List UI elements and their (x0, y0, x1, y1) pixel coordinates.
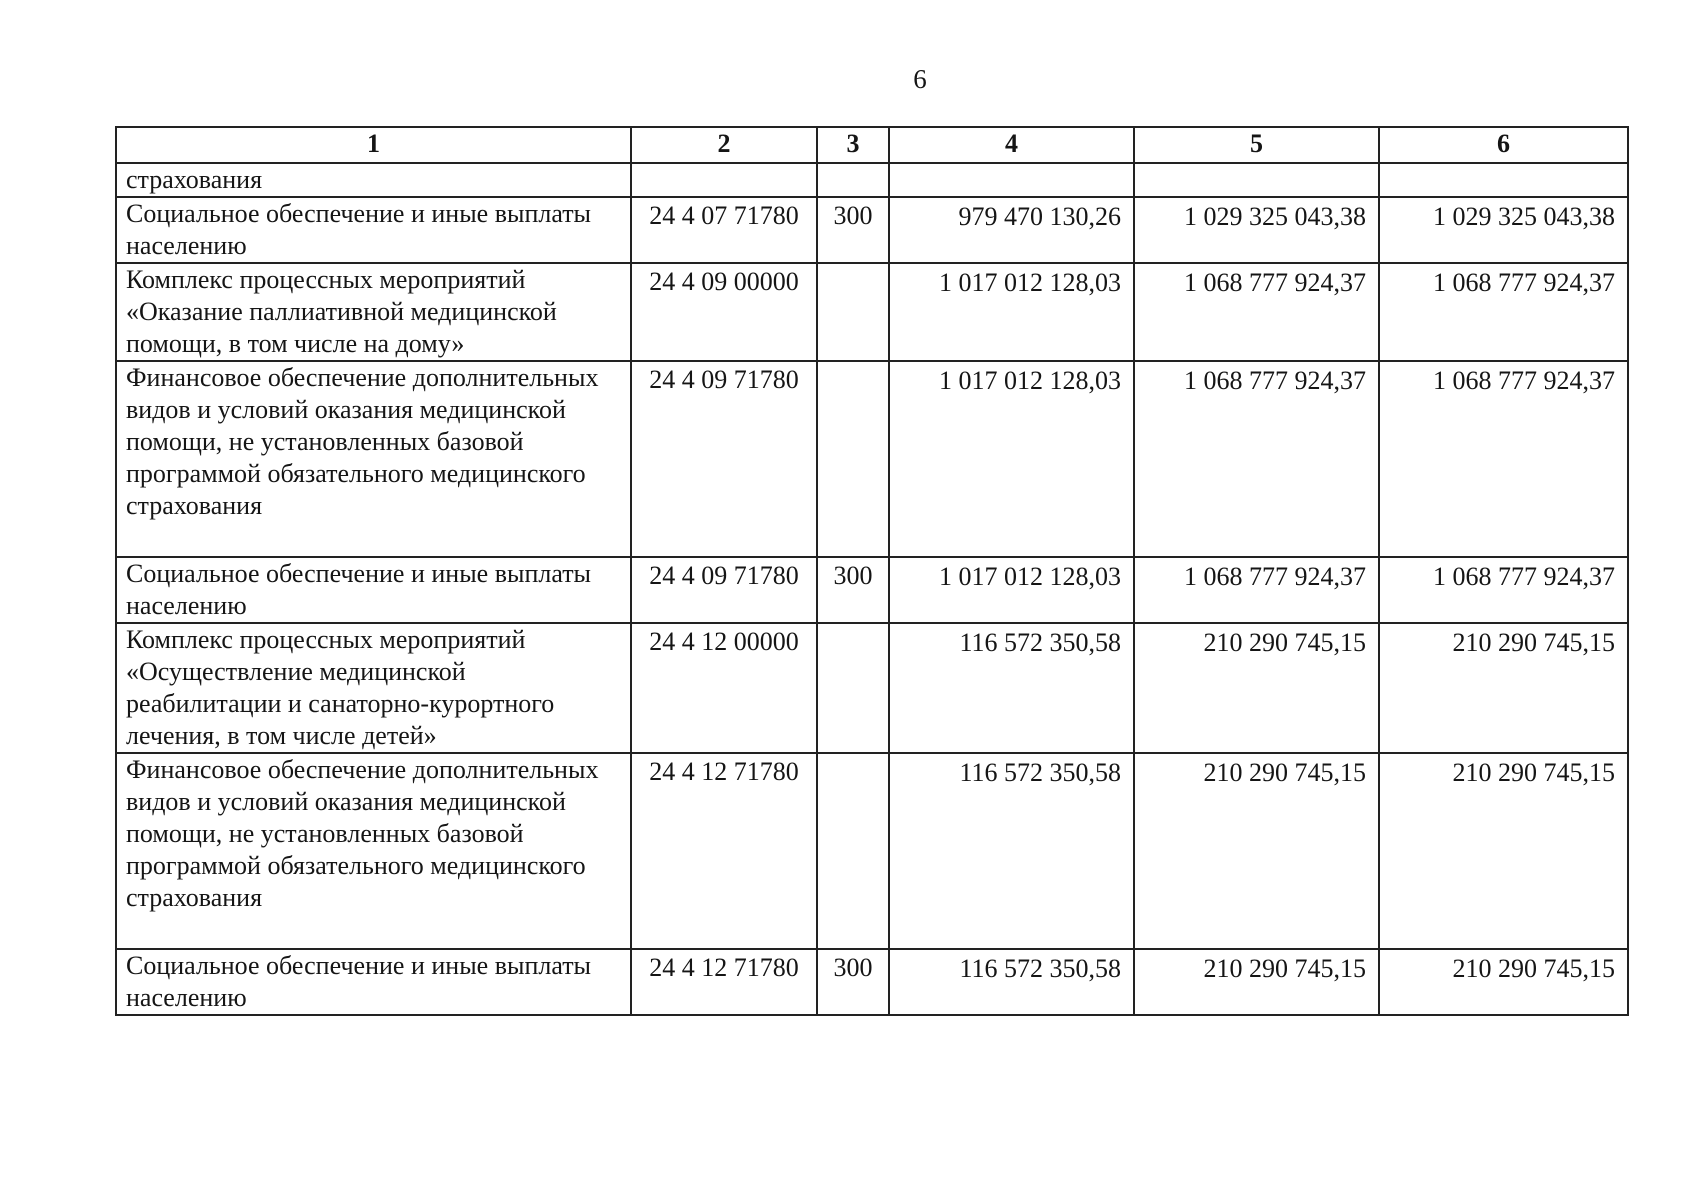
row-amount-col4: 1 017 012 128,03 (889, 361, 1134, 557)
column-header-4: 4 (889, 127, 1134, 163)
row-code (631, 163, 817, 197)
row-amount-col5 (1134, 163, 1379, 197)
row-code: 24 4 12 00000 (631, 623, 817, 753)
row-type (817, 263, 889, 361)
row-amount-col5: 1 068 777 924,37 (1134, 557, 1379, 623)
row-name: Социальное обеспечение и иные выплаты населению (116, 557, 631, 623)
row-amount-col5: 210 290 745,15 (1134, 753, 1379, 949)
row-amount-col4: 116 572 350,58 (889, 753, 1134, 949)
row-amount-col6: 1 068 777 924,37 (1379, 557, 1628, 623)
row-amount-col5: 1 029 325 043,38 (1134, 197, 1379, 263)
row-amount-col5: 1 068 777 924,37 (1134, 361, 1379, 557)
row-amount-col6: 210 290 745,15 (1379, 753, 1628, 949)
row-amount-col6: 1 068 777 924,37 (1379, 361, 1628, 557)
row-amount-col4: 979 470 130,26 (889, 197, 1134, 263)
column-header-5: 5 (1134, 127, 1379, 163)
table-row (116, 163, 1628, 197)
row-amount-col5: 210 290 745,15 (1134, 623, 1379, 753)
row-name: Комплекс процессных мероприятий «Оказание паллиативной медицинской помощи, в том числе на дому» (116, 263, 631, 361)
row-amount-col5: 1 068 777 924,37 (1134, 263, 1379, 361)
row-type (817, 361, 889, 557)
row-code: 24 4 12 71780 (631, 753, 817, 949)
row-code: 24 4 09 71780 (631, 361, 817, 557)
table-row (116, 197, 1628, 263)
row-type (817, 623, 889, 753)
row-amount-col6: 210 290 745,15 (1379, 949, 1628, 1015)
row-amount-col4: 116 572 350,58 (889, 623, 1134, 753)
row-code: 24 4 07 71780 (631, 197, 817, 263)
table-row (116, 263, 1628, 361)
row-name: Социальное обеспечение и иные выплаты населению (116, 949, 631, 1015)
row-type: 300 (817, 197, 889, 263)
table-row (116, 361, 1628, 557)
row-type: 300 (817, 557, 889, 623)
row-type (817, 753, 889, 949)
row-amount-col4: 116 572 350,58 (889, 949, 1134, 1015)
row-code: 24 4 12 71780 (631, 949, 817, 1015)
row-amount-col4: 1 017 012 128,03 (889, 263, 1134, 361)
table-row (116, 949, 1628, 1015)
row-amount-col5: 210 290 745,15 (1134, 949, 1379, 1015)
row-amount-col4: 1 017 012 128,03 (889, 557, 1134, 623)
row-name: Социальное обеспечение и иные выплаты населению (116, 197, 631, 263)
row-amount-col6: 1 029 325 043,38 (1379, 197, 1628, 263)
table-row (116, 623, 1628, 753)
header-row (116, 127, 1628, 163)
page-number: 6 (913, 64, 927, 94)
row-type (817, 163, 889, 197)
column-header-2: 2 (631, 127, 817, 163)
row-type: 300 (817, 949, 889, 1015)
row-amount-col6: 1 068 777 924,37 (1379, 263, 1628, 361)
row-code: 24 4 09 71780 (631, 557, 817, 623)
table-row (116, 557, 1628, 623)
row-name: Финансовое обеспечение дополнительных видов и условий оказания медицинской помощи, не установленных базовой программой обязательного медицинского страхования (116, 361, 631, 557)
row-amount-col4 (889, 163, 1134, 197)
column-header-1: 1 (116, 127, 631, 163)
row-amount-col6 (1379, 163, 1628, 197)
column-header-6: 6 (1379, 127, 1628, 163)
column-header-3: 3 (817, 127, 889, 163)
table-row (116, 753, 1628, 949)
row-code: 24 4 09 00000 (631, 263, 817, 361)
row-amount-col6: 210 290 745,15 (1379, 623, 1628, 753)
budget-table (115, 126, 1629, 1016)
row-name: Комплекс процессных мероприятий «Осуществление медицинской реабилитации и санаторно-курортного лечения, в том числе детей» (116, 623, 631, 753)
row-name: страхования (116, 163, 631, 197)
row-name: Финансовое обеспечение дополнительных видов и условий оказания медицинской помощи, не установленных базовой программой обязательного медицинского страхования (116, 753, 631, 949)
